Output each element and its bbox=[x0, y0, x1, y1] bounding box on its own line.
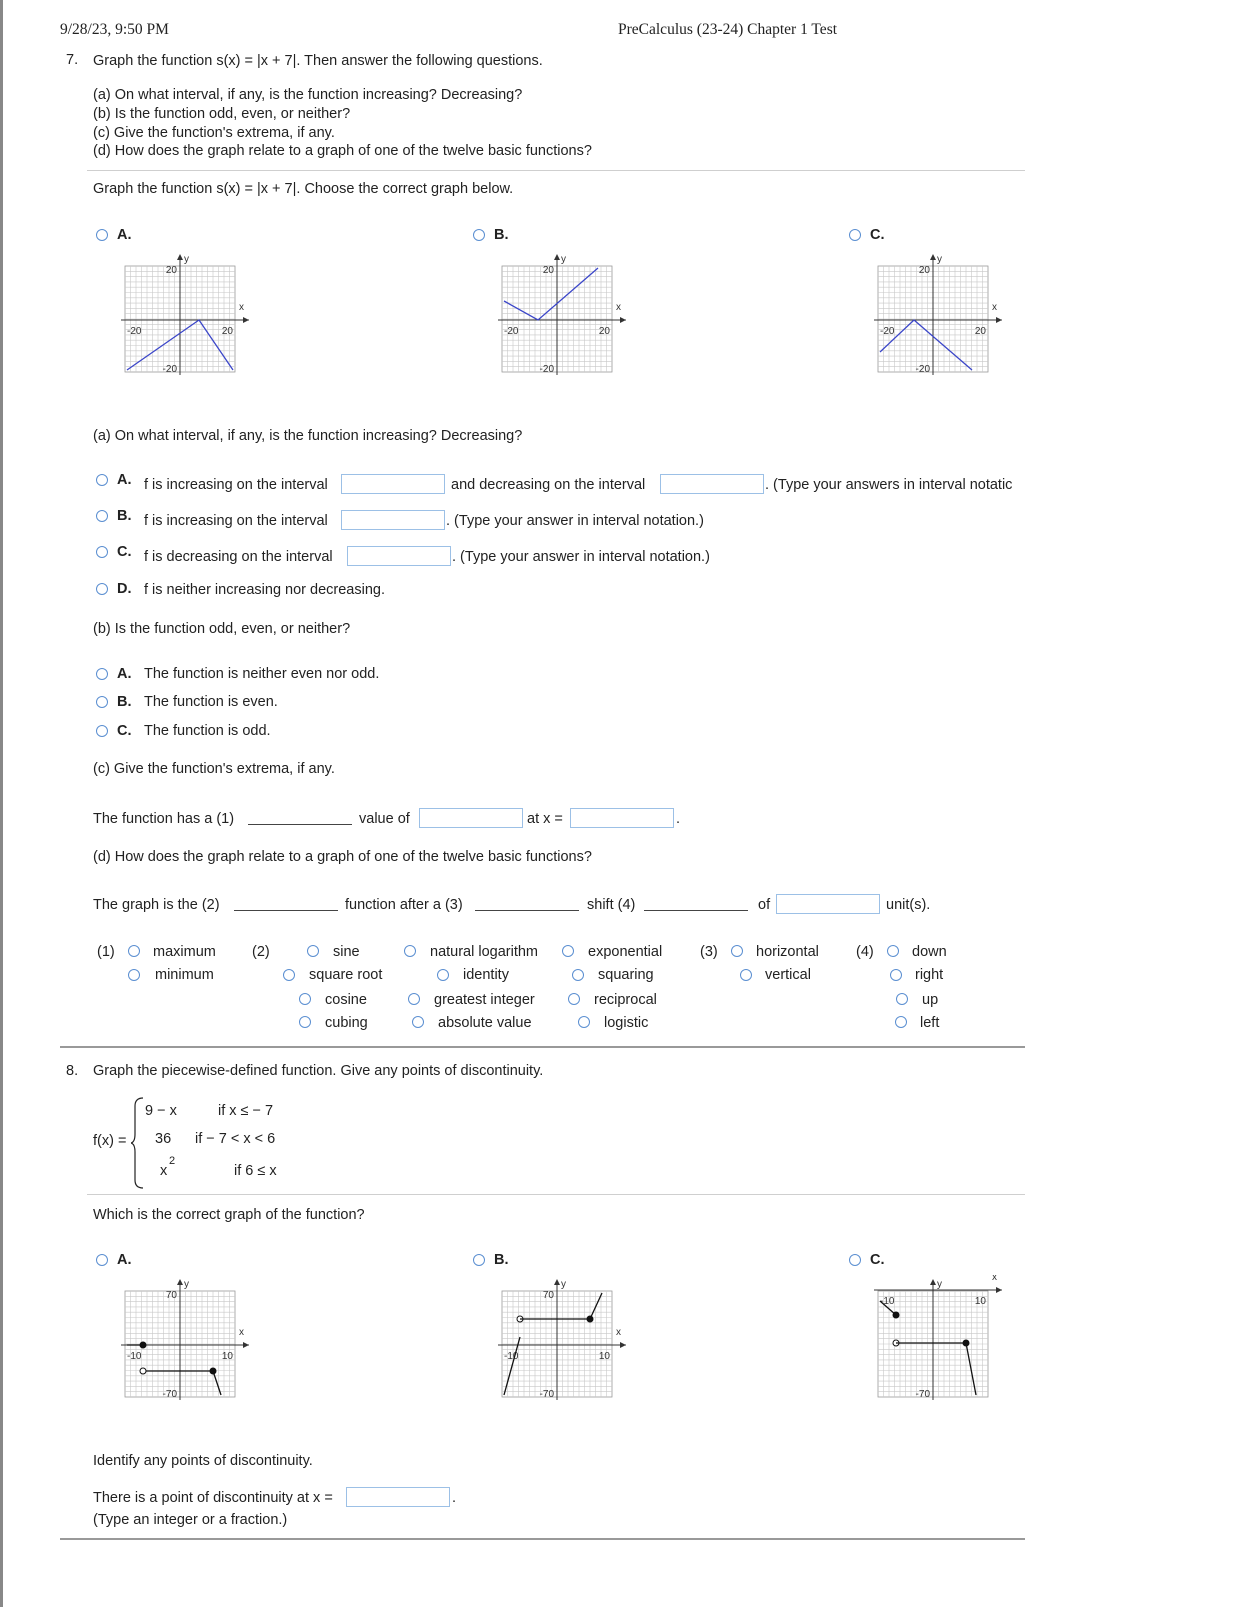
x-axis-label: x bbox=[616, 302, 621, 313]
q7d-units: unit(s). bbox=[886, 897, 931, 913]
q8-identify: Identify any points of discontinuity. bbox=[93, 1453, 313, 1469]
q8-prompt: Graph the piecewise-defined function. Give any points of discontinuity. bbox=[93, 1063, 544, 1079]
x-max-tick: 10 bbox=[221, 1351, 233, 1362]
choice-squaring: squaring bbox=[598, 967, 654, 983]
q7d-blank-4[interactable] bbox=[644, 910, 748, 911]
x-max-tick: 20 bbox=[974, 326, 986, 337]
x-min-tick: -10 bbox=[504, 1351, 519, 1362]
y-axis-arrow bbox=[554, 254, 560, 260]
q7d-shift: shift (4) bbox=[587, 897, 636, 913]
q7d-blank-3[interactable] bbox=[475, 910, 579, 911]
question-divider bbox=[60, 1538, 1025, 1540]
q7-graph-option-b-radio[interactable] bbox=[473, 229, 485, 241]
choice-left-radio[interactable] bbox=[895, 1016, 907, 1028]
y-max-tick: 70 bbox=[165, 1290, 177, 1301]
endpoint-closed bbox=[140, 1342, 146, 1348]
page-left-border bbox=[0, 0, 3, 1607]
x-min-tick: -20 bbox=[504, 326, 519, 337]
choice-natural-logarithm-radio[interactable] bbox=[404, 945, 416, 957]
q7a-question: (a) On what interval, if any, is the function increasing? Decreasing? bbox=[93, 428, 523, 444]
q8-piece-3-expr: x bbox=[160, 1163, 168, 1179]
x-min-tick: -20 bbox=[127, 326, 142, 337]
choice-up-radio[interactable] bbox=[896, 993, 908, 1005]
q8-graph-c bbox=[863, 1275, 1013, 1410]
choice-logistic: logistic bbox=[604, 1015, 649, 1031]
q7b-option-c-text: The function is odd. bbox=[144, 723, 271, 739]
q7d-function-after: function after a (3) bbox=[345, 897, 463, 913]
x-max-tick: 20 bbox=[221, 326, 233, 337]
choice-greatest-integer: greatest integer bbox=[434, 992, 535, 1008]
x-axis-arrow bbox=[620, 1342, 626, 1348]
q8-graph-a bbox=[110, 1275, 260, 1410]
q7a-option-d-label: D. bbox=[117, 581, 132, 597]
q7-part-a: (a) On what interval, if any, is the function increasing? Decreasing? bbox=[93, 87, 523, 103]
q7-graph-prompt: Graph the function s(x) = |x + 7|. Choose the correct graph below. bbox=[93, 181, 514, 197]
x-max-tick: 10 bbox=[974, 1296, 986, 1307]
q7a-option-d-radio[interactable] bbox=[96, 583, 108, 595]
choice-logistic-radio[interactable] bbox=[578, 1016, 590, 1028]
q7b-option-b-label: B. bbox=[117, 694, 132, 710]
choice-horizontal-radio[interactable] bbox=[731, 945, 743, 957]
q7a-option-a-label: A. bbox=[117, 472, 132, 488]
q7b-option-a-radio[interactable] bbox=[96, 668, 108, 680]
q7-prompt: Graph the function s(x) = |x + 7|. Then answer the following questions. bbox=[93, 53, 543, 69]
q7a-decreasing-interval-input[interactable] bbox=[660, 474, 764, 494]
x-axis-label: x bbox=[992, 302, 997, 313]
q8-graph-b bbox=[487, 1275, 637, 1410]
y-max-tick: 20 bbox=[165, 265, 177, 276]
q7-graph-option-a-label: A. bbox=[117, 227, 132, 243]
q7d-line-start: The graph is the (2) bbox=[93, 897, 220, 913]
q8-piece-1-cond: if x ≤ − 7 bbox=[218, 1103, 274, 1119]
q7-graph-b bbox=[487, 250, 637, 385]
q7-graph-option-a-radio[interactable] bbox=[96, 229, 108, 241]
y-max-tick: 20 bbox=[542, 265, 554, 276]
choices-group-2-label: (2) bbox=[252, 944, 270, 960]
q8-brace bbox=[131, 1096, 145, 1190]
q7a-option-d-text: f is neither increasing nor decreasing. bbox=[144, 582, 385, 598]
q7-graph-option-b-label: B. bbox=[494, 227, 509, 243]
divider bbox=[87, 170, 1025, 171]
q7b-option-c-label: C. bbox=[117, 723, 132, 739]
x-min-tick: -10 bbox=[127, 1351, 142, 1362]
y-axis-label: y bbox=[184, 1279, 189, 1290]
x-min-tick: -10 bbox=[880, 1296, 895, 1307]
y-min-tick: -70 bbox=[539, 1389, 554, 1400]
q8-graph-option-b-label: B. bbox=[494, 1252, 509, 1268]
q8-disc-period: . bbox=[452, 1490, 457, 1506]
q7-part-c: (c) Give the function's extrema, if any. bbox=[93, 125, 335, 141]
choice-greatest-integer-radio[interactable] bbox=[408, 993, 420, 1005]
x-axis-label: x bbox=[239, 1327, 244, 1338]
q7a-increasing-interval-input[interactable] bbox=[341, 474, 445, 494]
q8-piece-3-cond: if 6 ≤ x bbox=[234, 1163, 277, 1179]
choice-exponential: exponential bbox=[588, 944, 663, 960]
divider bbox=[87, 1194, 1025, 1195]
x-max-tick: 10 bbox=[598, 1351, 610, 1362]
q8-piece-1-expr: 9 − x bbox=[145, 1103, 177, 1119]
x-axis-label: x bbox=[616, 1327, 621, 1338]
y-min-tick: -20 bbox=[915, 364, 930, 375]
choice-right-radio[interactable] bbox=[890, 969, 902, 981]
q8-number: 8. bbox=[66, 1063, 79, 1079]
choice-reciprocal-radio[interactable] bbox=[568, 993, 580, 1005]
y-axis-label: y bbox=[561, 1279, 566, 1290]
y-min-tick: -20 bbox=[539, 364, 554, 375]
choice-minimum-radio[interactable] bbox=[128, 969, 140, 981]
q7-number: 7. bbox=[66, 52, 79, 68]
y-axis-arrow bbox=[930, 1279, 936, 1285]
y-axis-label: y bbox=[184, 254, 189, 265]
choices-group-4-label: (4) bbox=[856, 944, 874, 960]
q7a-option-a-radio[interactable] bbox=[96, 474, 108, 486]
print-datetime: 9/28/23, 9:50 PM bbox=[60, 21, 169, 38]
q7b-option-a-text: The function is neither even nor odd. bbox=[144, 666, 380, 682]
q7a-option-c-hint: . (Type your answer in interval notation.) bbox=[452, 549, 710, 565]
endpoint-open bbox=[140, 1368, 146, 1374]
choice-horizontal: horizontal bbox=[756, 944, 819, 960]
choice-square-root: square root bbox=[309, 967, 383, 983]
q7a-option-b-radio[interactable] bbox=[96, 510, 108, 522]
q7c-value-input[interactable] bbox=[419, 808, 523, 828]
q8-disc-hint: (Type an integer or a fraction.) bbox=[93, 1512, 288, 1528]
q7b-option-a-label: A. bbox=[117, 666, 132, 682]
choice-maximum: maximum bbox=[153, 944, 216, 960]
y-max-tick: 70 bbox=[542, 1290, 554, 1301]
y-axis-label: y bbox=[937, 1279, 942, 1290]
choices-group-1-label: (1) bbox=[97, 944, 115, 960]
choice-cosine-radio[interactable] bbox=[299, 993, 311, 1005]
q7b-question: (b) Is the function odd, even, or neither? bbox=[93, 621, 351, 637]
q7a-option-c-label: C. bbox=[117, 544, 132, 560]
choice-down: down bbox=[912, 944, 947, 960]
choice-absolute-value-radio[interactable] bbox=[412, 1016, 424, 1028]
q7-graph-option-c-label: C. bbox=[870, 227, 885, 243]
q7c-at-x: at x = bbox=[527, 811, 563, 827]
choice-minimum: minimum bbox=[155, 967, 214, 983]
q7c-x-input[interactable] bbox=[570, 808, 674, 828]
choice-square-root-radio[interactable] bbox=[283, 969, 295, 981]
choices-group-3-label: (3) bbox=[700, 944, 718, 960]
q7c-blank-1[interactable] bbox=[248, 824, 352, 825]
choice-right: right bbox=[915, 967, 944, 983]
document-title: PreCalculus (23-24) Chapter 1 Test bbox=[618, 21, 838, 38]
q7d-blank-2[interactable] bbox=[234, 910, 338, 911]
q7a-option-b-label: B. bbox=[117, 508, 132, 524]
q8-which: Which is the correct graph of the function? bbox=[93, 1207, 365, 1223]
q8-graph-option-b-radio[interactable] bbox=[473, 1254, 485, 1266]
q7-part-d: (d) How does the graph relate to a graph of one of the twelve basic functions? bbox=[93, 143, 592, 159]
q7b-option-b-text: The function is even. bbox=[144, 694, 278, 710]
q8-graph-option-a-label: A. bbox=[117, 1252, 132, 1268]
q7d-question: (d) How does the graph relate to a graph of one of the twelve basic functions? bbox=[93, 849, 592, 865]
q7a-option-c-input[interactable] bbox=[347, 546, 451, 566]
y-min-tick: -70 bbox=[915, 1389, 930, 1400]
y-max-tick: 20 bbox=[918, 265, 930, 276]
choice-cosine: cosine bbox=[325, 992, 367, 1008]
q7d-of: of bbox=[758, 897, 771, 913]
q7a-option-c-text: f is decreasing on the interval bbox=[144, 549, 333, 565]
q8-graph-option-c-radio[interactable] bbox=[849, 1254, 861, 1266]
q7a-option-b-text: f is increasing on the interval bbox=[144, 513, 328, 529]
choice-exponential-radio[interactable] bbox=[562, 945, 574, 957]
y-min-tick: -70 bbox=[162, 1389, 177, 1400]
y-axis-label: y bbox=[561, 254, 566, 265]
choice-squaring-radio[interactable] bbox=[572, 969, 584, 981]
q8-fx-label: f(x) = bbox=[93, 1133, 127, 1149]
choice-vertical: vertical bbox=[765, 967, 811, 983]
choice-sine-radio[interactable] bbox=[307, 945, 319, 957]
q8-piece-2-cond: if − 7 < x < 6 bbox=[195, 1131, 276, 1147]
q8-graph-option-a-radio[interactable] bbox=[96, 1254, 108, 1266]
q7b-option-b-radio[interactable] bbox=[96, 696, 108, 708]
q7a-option-b-input[interactable] bbox=[341, 510, 445, 530]
x-axis-arrow bbox=[996, 317, 1002, 323]
choice-identity: identity bbox=[463, 967, 509, 983]
q7c-period: . bbox=[676, 811, 681, 827]
q7a-option-c-radio[interactable] bbox=[96, 546, 108, 558]
q7a-option-a-mid-text: and decreasing on the interval bbox=[451, 477, 646, 493]
x-axis-arrow bbox=[243, 1342, 249, 1348]
q7-graph-c bbox=[863, 250, 1013, 385]
q7c-question: (c) Give the function's extrema, if any. bbox=[93, 761, 335, 777]
choice-absolute-value: absolute value bbox=[438, 1015, 532, 1031]
question-divider bbox=[60, 1046, 1025, 1048]
q7a-option-a-text: f is increasing on the interval bbox=[144, 477, 328, 493]
q8-piece-3-exponent: 2 bbox=[169, 1155, 176, 1167]
x-axis-arrow bbox=[620, 317, 626, 323]
q7a-option-a-hint: . (Type your answers in interval notatic bbox=[765, 477, 1013, 493]
choice-up: up bbox=[922, 992, 939, 1008]
y-axis-arrow bbox=[177, 254, 183, 260]
y-axis-arrow bbox=[554, 1279, 560, 1285]
q8-discontinuity-input[interactable] bbox=[346, 1487, 450, 1507]
x-axis-arrow bbox=[996, 1287, 1002, 1293]
x-axis-label: x bbox=[239, 302, 244, 313]
q7b-option-c-radio[interactable] bbox=[96, 725, 108, 737]
q7-graph-option-c-radio[interactable] bbox=[849, 229, 861, 241]
choice-cubing-radio[interactable] bbox=[299, 1016, 311, 1028]
q7d-units-input[interactable] bbox=[776, 894, 880, 914]
choice-natural-logarithm: natural logarithm bbox=[430, 944, 538, 960]
choice-sine: sine bbox=[333, 944, 360, 960]
q8-graph-option-c-label: C. bbox=[870, 1252, 885, 1268]
choice-down-radio[interactable] bbox=[887, 945, 899, 957]
choice-identity-radio[interactable] bbox=[437, 969, 449, 981]
endpoint-closed bbox=[893, 1312, 899, 1318]
choice-left: left bbox=[920, 1015, 940, 1031]
q8-disc-line: There is a point of discontinuity at x = bbox=[93, 1490, 333, 1506]
y-axis-arrow bbox=[930, 254, 936, 260]
y-axis-label: y bbox=[937, 254, 942, 265]
q7a-option-b-hint: . (Type your answer in interval notation.) bbox=[446, 513, 704, 529]
choice-cubing: cubing bbox=[325, 1015, 368, 1031]
q7c-line-start: The function has a (1) bbox=[93, 811, 235, 827]
q8-piece-2-expr: 36 bbox=[155, 1131, 172, 1147]
x-min-tick: -20 bbox=[880, 326, 895, 337]
choice-vertical-radio[interactable] bbox=[740, 969, 752, 981]
q7-graph-a bbox=[110, 250, 260, 385]
q7c-value-of: value of bbox=[359, 811, 410, 827]
y-axis-arrow bbox=[177, 1279, 183, 1285]
x-axis-label: x bbox=[992, 1275, 997, 1283]
x-axis-arrow bbox=[243, 317, 249, 323]
q7-part-b: (b) Is the function odd, even, or neither? bbox=[93, 106, 351, 122]
choice-maximum-radio[interactable] bbox=[128, 945, 140, 957]
choice-reciprocal: reciprocal bbox=[594, 992, 657, 1008]
y-min-tick: -20 bbox=[162, 364, 177, 375]
x-max-tick: 20 bbox=[598, 326, 610, 337]
